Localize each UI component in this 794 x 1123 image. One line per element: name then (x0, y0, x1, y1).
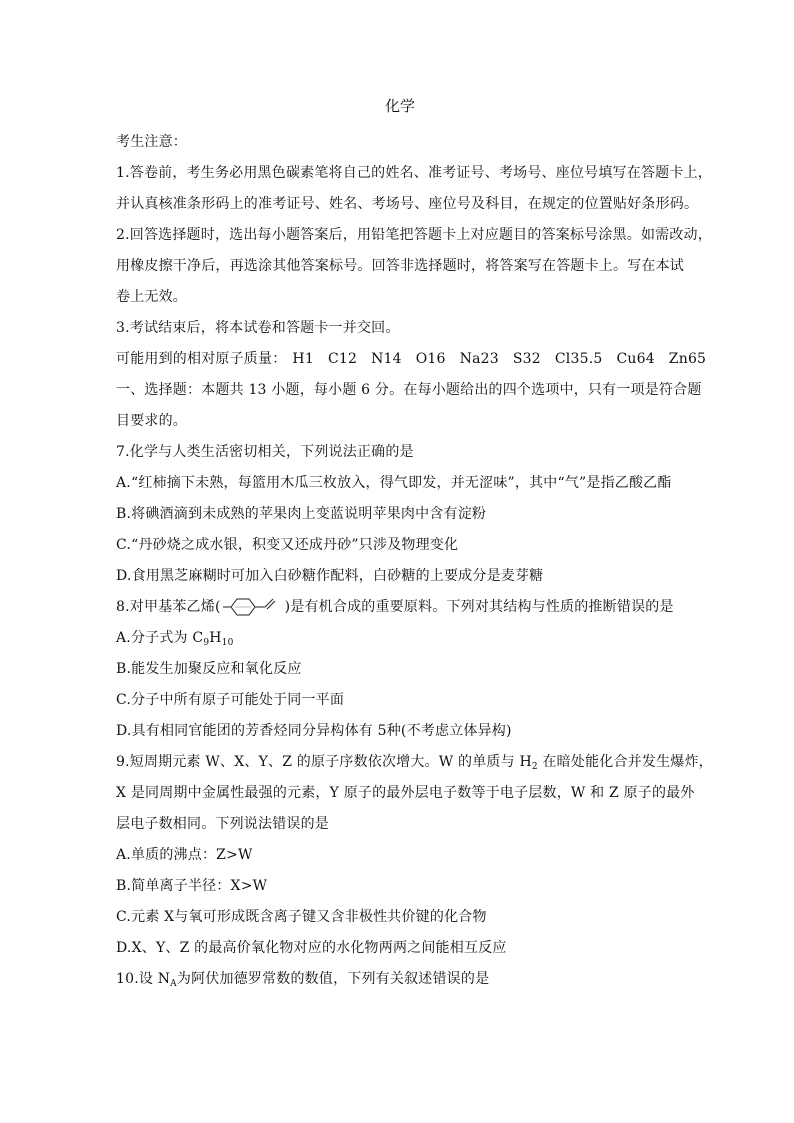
notice-heading: 考生注意： (116, 134, 187, 150)
atomic-mass-item: Zn65 (668, 351, 707, 367)
atomic-mass-item: N14 (371, 351, 402, 367)
q9-stem-text: 9.短周期元素 W、X、Y、Z 的原子序数依次增大。W 的单质与 H (116, 754, 532, 770)
atomic-mass-item: Na23 (459, 351, 499, 367)
q7-option-d: D.食用黑芝麻糊时可加入白砂糖作配料，白砂糖的上要成分是麦芽糖 (116, 568, 544, 584)
atomic-mass-item: S32 (512, 351, 541, 367)
q8-option-d: D.具有相同官能团的芳香烃同分异构体有 5种(不考虑立体异构) (116, 723, 512, 739)
notice-item-2-cont: 用橡皮擦干净后，再选涂其他答案标号。回答非选择题时，将答案写在答题卡上。写在本试 (116, 258, 684, 274)
q7-option-c: C.“丹砂烧之成水银，积变又还成丹砂”只涉及物理变化 (116, 537, 459, 553)
atomic-mass-item: Cl35.5 (554, 351, 603, 367)
q10-stem (116, 964, 684, 995)
atomic-masses-label: 可能用到的相对原子质量： (116, 351, 287, 367)
notice-item-2-end: 卷上无效。 (116, 289, 187, 305)
q9-stem-end: 层电子数相同。下列说法错误的是 (116, 816, 329, 832)
q8-option-c: C.分子中所有原子可能处于同一平面 (116, 692, 345, 708)
q9-option-a: A.单质的沸点：Z>W (116, 847, 253, 863)
subscript: A (170, 979, 177, 989)
q9-stem-text: 在暗处能化合并发生爆炸， (537, 754, 713, 770)
q8-option-b: B.能发生加聚反应和氧化反应 (116, 661, 302, 677)
atomic-mass-item: Cu64 (616, 351, 655, 367)
q9-option-b: B.简单离子半径：X>W (116, 878, 268, 894)
subscript: 9 (203, 638, 210, 648)
q10-stem-text: 为阿伏加德罗常数的数值，下列有关叙述错误的是 (176, 971, 490, 987)
q8-stem-pre: 8.对甲基苯乙烯( (116, 599, 221, 615)
subscript: 2 (531, 762, 538, 772)
q9-option-d: D.X、Y、Z 的最高价氧化物对应的水化物两两之间能相互反应 (116, 940, 507, 956)
section-heading-cont: 目要求的。 (116, 413, 187, 429)
q8-option-a-text: A.分子式为 C (116, 630, 204, 646)
atomic-mass-item: C12 (327, 351, 358, 367)
atomic-mass-item: H1 (292, 351, 314, 367)
q9-stem-cont: X 是同周期中金属性最强的元素，Y 原子的最外层电子数等于电子层数，W 和 Z 原子的最外 (116, 785, 695, 801)
q7-stem: 7.化学与人类生活密切相关，下列说法正确的是 (116, 444, 414, 460)
notice-item-1-cont: 并认真核准条形码上的准考证号、姓名、考场号、座位号及科目，在规定的位置贴好条形码。 (116, 196, 699, 212)
notice-item-3: 3.考试结束后，将本试卷和答题卡一并交回。 (116, 320, 400, 336)
notice-item-2: 2.回答选择题时，选出每小题答案后，用铅笔把答题卡上对应题目的答案标号涂黑。如需改动， (116, 227, 712, 243)
q8-option-a-text: H (209, 630, 222, 646)
q7-option-a: A.“红柿摘下未熟，每篮用木瓜三枚放入，得气即发，并无涩味”，其中“气”是指乙酸乙酯 (116, 475, 672, 491)
q9-option-c: C.元素 X与氧可形成既含离子键又含非极性共价键的化合物 (116, 909, 487, 925)
styrene-structure-diagram (221, 596, 285, 618)
exam-page (116, 96, 713, 995)
q7-option-b: B.将碘酒滴到未成熟的苹果肉上变蓝说明苹果肉中含有淀粉 (116, 506, 487, 522)
q9-stem (116, 747, 713, 778)
section-heading: 一、选择题：本题共 13 小题，每小题 6 分。在每小题给出的四个选项中，只有一项是符合题 (116, 382, 702, 398)
q8-stem-post: )是有机合成的重要原料。下列对其结构与性质的推断错误的是 (284, 599, 674, 615)
page-title: 化学 (384, 97, 415, 115)
notice-item-1: 1.答卷前，考生务必用黑色碳素笔将自己的姓名、准考证号、考场号、座位号填写在答题卡上， (116, 165, 712, 181)
q8-option-a (116, 623, 684, 654)
subscript: 10 (221, 638, 234, 648)
q10-stem-text: 10.设 N (116, 971, 171, 987)
atomic-mass-item: O16 (415, 351, 446, 367)
atomic-masses (116, 344, 707, 375)
q8-stem (116, 592, 684, 623)
